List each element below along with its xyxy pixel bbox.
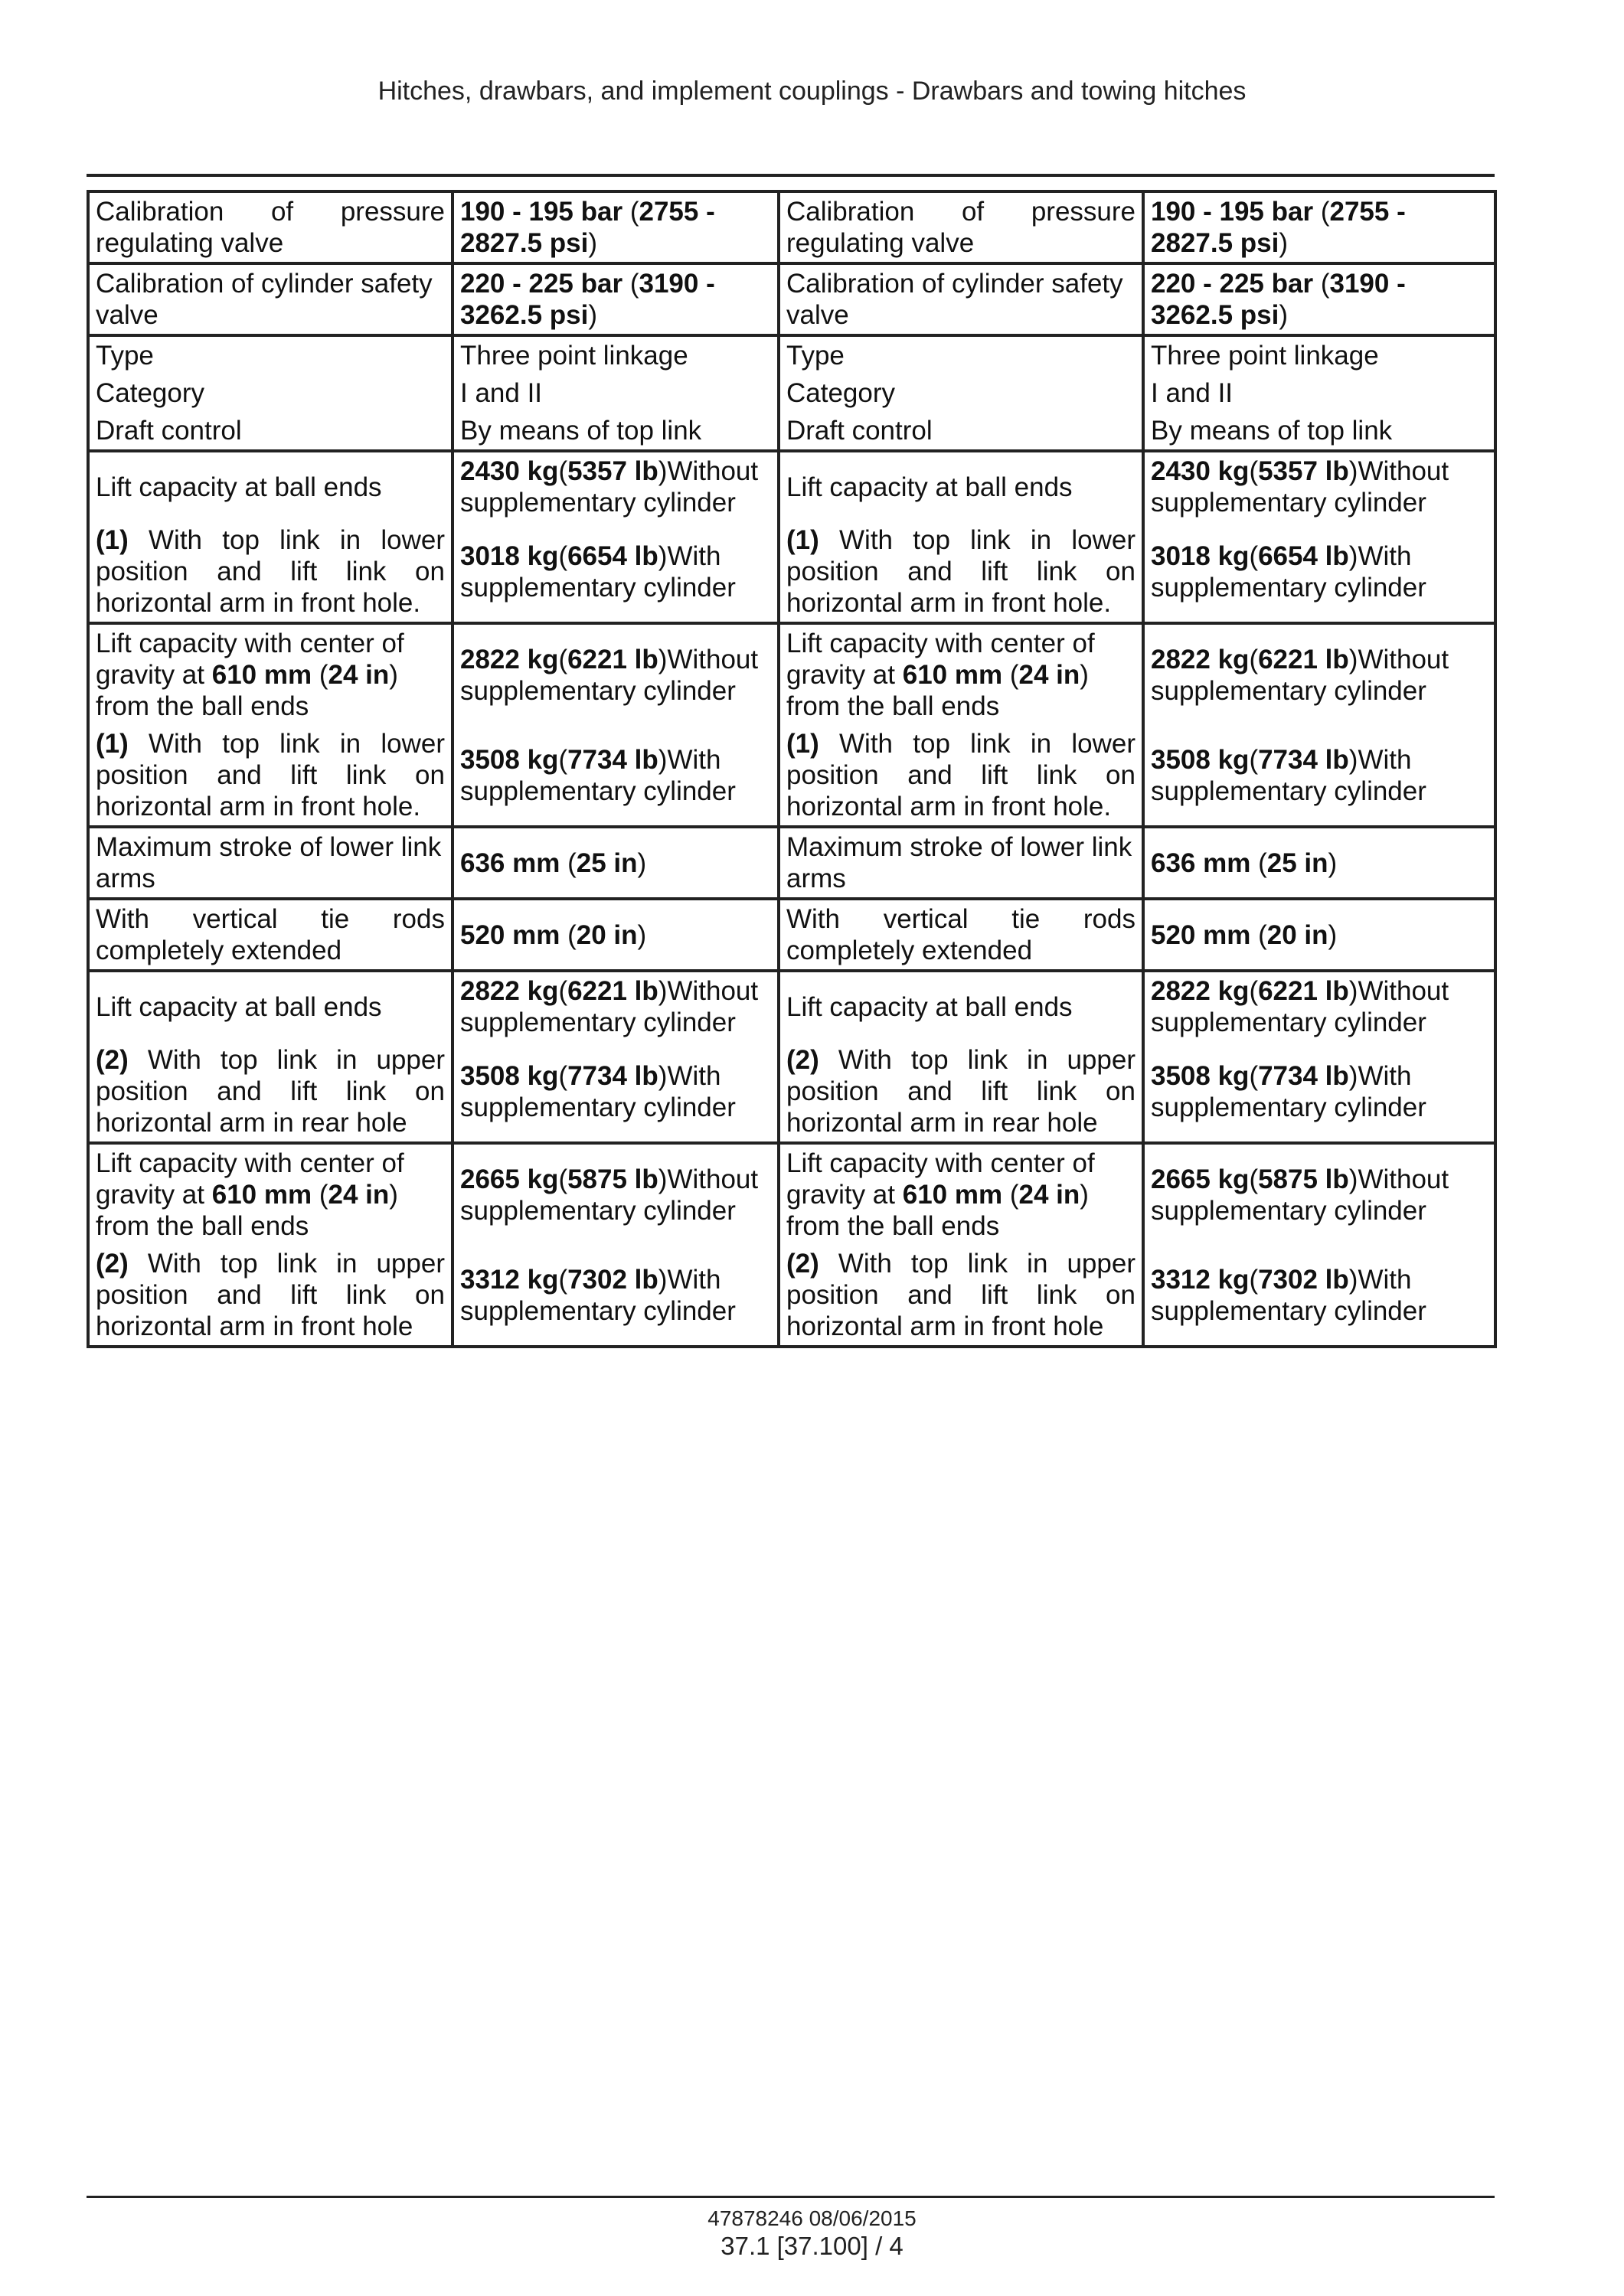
spec-label-cell: Category	[779, 374, 1143, 412]
spec-label-cell: Category	[88, 374, 453, 412]
spec-label-cell: Maximum stroke of lower link arms	[88, 827, 453, 899]
spec-label-cell: Lift capacity with center of gravity at 610 mm (24 in) from the ball ends	[779, 623, 1143, 725]
spec-label-cell: Calibration of pressure regulating valve	[88, 191, 453, 263]
spec-label-cell: With vertical tie rods completely extended	[88, 899, 453, 971]
table-row	[88, 191, 1495, 263]
spec-value-cell: 3508 kg(7734 lb)With supplementary cylinder	[453, 1041, 779, 1143]
table-row	[88, 451, 1495, 521]
spec-value-cell: 3508 kg(7734 lb)With supplementary cylinder	[1143, 725, 1495, 827]
table-row	[88, 374, 1495, 412]
spec-label-cell: Draft control	[88, 412, 453, 451]
specification-table	[87, 190, 1497, 1348]
spec-value-cell: Three point linkage	[1143, 335, 1495, 374]
footer-divider	[87, 2196, 1495, 2198]
table-row	[88, 335, 1495, 374]
table-row	[88, 827, 1495, 899]
spec-label-cell: (2) With top link in upper position and lift link on horizontal arm in front hole	[88, 1245, 453, 1347]
spec-value-cell: 2822 kg(6221 lb)Without supplementary cylinder	[453, 971, 779, 1041]
spec-label-cell: (1) With top link in lower position and lift link on horizontal arm in front hole.	[88, 725, 453, 827]
spec-label-cell: Calibration of pressure regulating valve	[779, 191, 1143, 263]
table-row	[88, 263, 1495, 335]
footer-page-reference: 37.1 [37.100] / 4	[721, 2232, 903, 2260]
spec-label-cell: (1) With top link in lower position and lift link on horizontal arm in front hole.	[88, 521, 453, 623]
spec-value-cell: 520 mm (20 in)	[453, 899, 779, 971]
table-row	[88, 521, 1495, 623]
spec-label-cell: (2) With top link in upper position and lift link on horizontal arm in front hole	[779, 1245, 1143, 1347]
spec-value-cell: 636 mm (25 in)	[453, 827, 779, 899]
spec-label-cell: Lift capacity at ball ends	[88, 451, 453, 521]
spec-label-cell: Lift capacity at ball ends	[779, 451, 1143, 521]
spec-value-cell: Three point linkage	[453, 335, 779, 374]
spec-value-cell: By means of top link	[453, 412, 779, 451]
spec-label-cell: Lift capacity with center of gravity at 610 mm (24 in) from the ball ends	[88, 623, 453, 725]
spec-label-cell: Calibration of cylinder safety valve	[779, 263, 1143, 335]
page-header-title: Hitches, drawbars, and implement couplings - Drawbars and towing hitches	[377, 77, 1247, 106]
table-row	[88, 1245, 1495, 1347]
table-row	[88, 899, 1495, 971]
spec-value-cell: 220 - 225 bar (3190 - 3262.5 psi)	[1143, 263, 1495, 335]
spec-value-cell: 220 - 225 bar (3190 - 3262.5 psi)	[453, 263, 779, 335]
spec-value-cell: 3018 kg(6654 lb)With supplementary cylinder	[1143, 521, 1495, 623]
footer-document-info: 47878246 08/06/2015	[707, 2206, 917, 2230]
spec-value-cell: 636 mm (25 in)	[1143, 827, 1495, 899]
spec-label-cell: With vertical tie rods completely extended	[779, 899, 1143, 971]
spec-label-cell: Type	[88, 335, 453, 374]
spec-value-cell: 2665 kg(5875 lb)Without supplementary cylinder	[453, 1143, 779, 1245]
spec-value-cell: By means of top link	[1143, 412, 1495, 451]
spec-label-cell: Type	[779, 335, 1143, 374]
spec-label-cell: Calibration of cylinder safety valve	[88, 263, 453, 335]
spec-value-cell: 2430 kg(5357 lb)Without supplementary cylinder	[453, 451, 779, 521]
spec-label-cell: (2) With top link in upper position and lift link on horizontal arm in rear hole	[779, 1041, 1143, 1143]
table-row	[88, 1143, 1495, 1245]
table-row	[88, 971, 1495, 1041]
spec-value-cell: 2822 kg(6221 lb)Without supplementary cylinder	[1143, 623, 1495, 725]
spec-label-cell: (1) With top link in lower position and lift link on horizontal arm in front hole.	[779, 521, 1143, 623]
spec-value-cell: 2822 kg(6221 lb)Without supplementary cylinder	[453, 623, 779, 725]
spec-label-cell: Lift capacity with center of gravity at 610 mm (24 in) from the ball ends	[779, 1143, 1143, 1245]
spec-label-cell: Draft control	[779, 412, 1143, 451]
spec-value-cell: 3508 kg(7734 lb)With supplementary cylinder	[453, 725, 779, 827]
spec-value-cell: I and II	[1143, 374, 1495, 412]
spec-value-cell: 3508 kg(7734 lb)With supplementary cylinder	[1143, 1041, 1495, 1143]
spec-value-cell: 2822 kg(6221 lb)Without supplementary cylinder	[1143, 971, 1495, 1041]
spec-label-cell: (2) With top link in upper position and lift link on horizontal arm in rear hole	[88, 1041, 453, 1143]
spec-value-cell: 3312 kg(7302 lb)With supplementary cylinder	[453, 1245, 779, 1347]
spec-value-cell: 2430 kg(5357 lb)Without supplementary cylinder	[1143, 451, 1495, 521]
table-row	[88, 725, 1495, 827]
table-row	[88, 412, 1495, 451]
table-row	[88, 1041, 1495, 1143]
header-divider	[87, 174, 1495, 177]
spec-label-cell: Maximum stroke of lower link arms	[779, 827, 1143, 899]
spec-value-cell: 3312 kg(7302 lb)With supplementary cylinder	[1143, 1245, 1495, 1347]
spec-value-cell: 2665 kg(5875 lb)Without supplementary cylinder	[1143, 1143, 1495, 1245]
specification-table-body	[88, 191, 1495, 1347]
spec-value-cell: I and II	[453, 374, 779, 412]
table-row	[88, 623, 1495, 725]
spec-label-cell: (1) With top link in lower position and lift link on horizontal arm in front hole.	[779, 725, 1143, 827]
spec-label-cell: Lift capacity with center of gravity at 610 mm (24 in) from the ball ends	[88, 1143, 453, 1245]
spec-value-cell: 520 mm (20 in)	[1143, 899, 1495, 971]
spec-value-cell: 190 - 195 bar (2755 - 2827.5 psi)	[453, 191, 779, 263]
spec-label-cell: Lift capacity at ball ends	[88, 971, 453, 1041]
spec-value-cell: 190 - 195 bar (2755 - 2827.5 psi)	[1143, 191, 1495, 263]
spec-value-cell: 3018 kg(6654 lb)With supplementary cylinder	[453, 521, 779, 623]
spec-label-cell: Lift capacity at ball ends	[779, 971, 1143, 1041]
